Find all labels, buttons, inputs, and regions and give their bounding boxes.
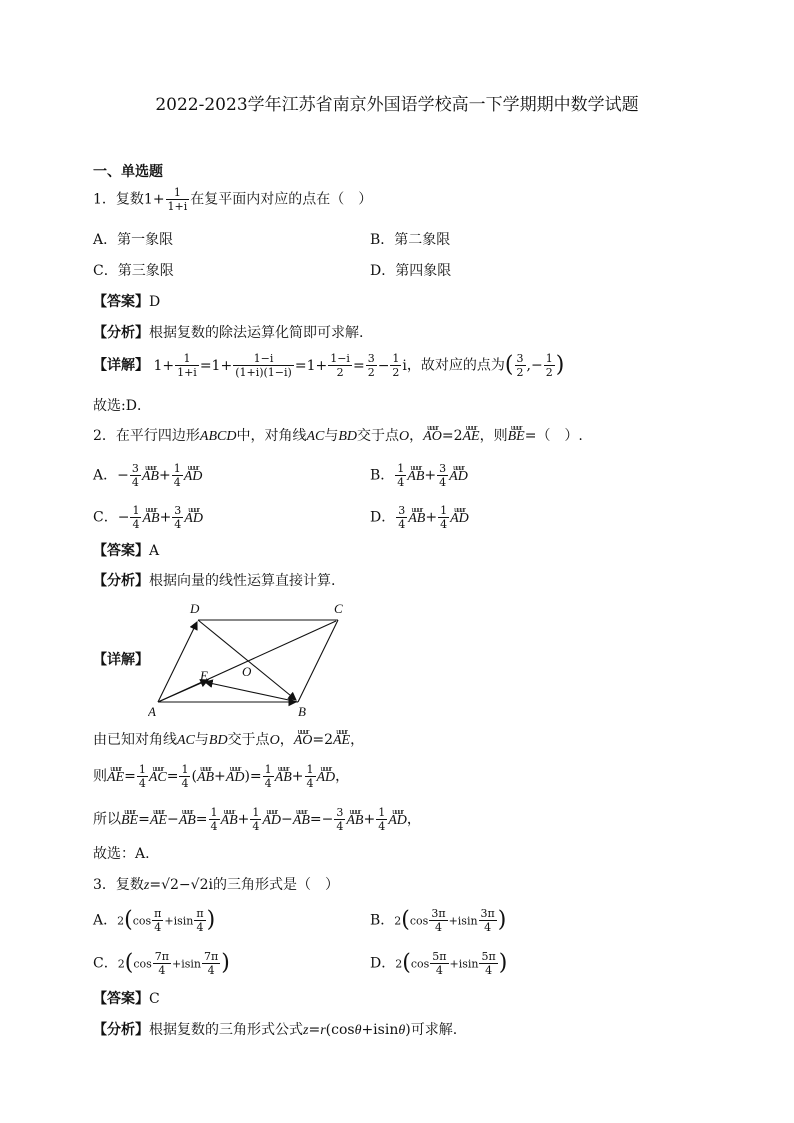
- q2-stem: 2．在平行四边形ABCD中，对角线AC与BD交于点O，uuur AO=2uuur AE，则uuur BE=（ ）.: [93, 427, 583, 446]
- q1-option-a: A．第一象限: [93, 232, 174, 248]
- q3-answer: C: [149, 991, 160, 1007]
- q2-detail-line2: 则uuur AE= $\frac{1}{4}$ uuur AC= $\frac{1}{4}$ (uuur AB+uuur AD)= $\frac{1}{4}$ uuur AB+ $\frac{1}{4}$ uuur AD，: [93, 763, 349, 790]
- q3-analysis-line: 【分析】根据复数的三角形式公式z=r(cosθ+isinθ)可求解.: [93, 1022, 458, 1038]
- q1-answer-line: [93, 293, 160, 311]
- side-bc: [298, 620, 338, 702]
- answer-label: 【答案】: [93, 294, 149, 310]
- q3-option-b: B．2(cos $\frac{3\pi}{4}$ +isin $\frac{3\pi}{4}$ ): [370, 907, 507, 934]
- point-c-label: C: [334, 601, 343, 616]
- point-o-label: O: [242, 664, 252, 679]
- q2-answer: A: [149, 543, 160, 559]
- parallelogram-figure: [148, 598, 358, 720]
- q1-frac-den: 1+i: [167, 200, 188, 213]
- q1-detail-math: 1+ $\frac{1}{1+i}$ =1+ $\frac{1-i}{(1+i)(1-i)}$ =1+ $\frac{1-i}{2}$ = $\frac{3}{2}$ − $\frac{1}{2}$ i: [153, 352, 407, 379]
- q2-choice: 故选：A.: [93, 846, 150, 862]
- point-a-label: A: [148, 704, 156, 719]
- vector-ae: [158, 680, 208, 702]
- q1-choice: 故选:D．: [93, 398, 151, 414]
- point-d-label: D: [190, 601, 200, 616]
- q1-option-b: B．第二象限: [370, 232, 451, 248]
- q2-option-b: B． $\frac{1}{4}$ uuur AB+ $\frac{3}{4}$ uuur AD: [370, 462, 468, 489]
- q1-option-d: D．第四象限: [370, 263, 452, 279]
- q3-option-a: A．2(cos $\frac{\pi}{4}$ +isin $\frac{\pi}{4}$ ): [93, 907, 216, 934]
- q2-detail-line3: 所以uuur BE=uuur AE−uuur AB= $\frac{1}{4}$ uuur AB+ $\frac{1}{4}$ uuur AD−uuur AB=− $\frac{3}{4}$ uuur AB+ $\frac{1}{4}$ uuur AD，: [93, 806, 421, 833]
- q2-analysis-line: 【分析】根据向量的线性运算直接计算.: [93, 573, 336, 589]
- q1-stem-pre: 1．复数1+: [93, 191, 165, 208]
- q1-stem-post: 在复平面内对应的点在（ ）: [190, 191, 373, 208]
- vector-be: [205, 682, 298, 702]
- detail-label: 【详解】: [93, 357, 149, 374]
- point-b-label: B: [298, 704, 306, 719]
- vector-ad: [158, 622, 197, 702]
- q3-option-c: C．2(cos $\frac{7\pi}{4}$ +isin $\frac{7\pi}{4}$ ): [93, 950, 230, 977]
- q1-frac-num: 1: [166, 186, 190, 200]
- section-heading: 一、单选题: [93, 164, 163, 180]
- q3-stem: 3．复数z=√2−√2i的三角形式是（ ）: [93, 877, 339, 893]
- q2-detail-line1: 由已知对角线AC与BD交于点O，uuur AO=2uuur AE，: [93, 731, 364, 750]
- vector-db: [198, 620, 296, 700]
- q2-detail-label: 【详解】: [93, 652, 149, 668]
- q2-answer-line: 【答案】A: [93, 543, 160, 559]
- q1-analysis-line: [93, 324, 363, 342]
- analysis-label: 【分析】: [93, 325, 149, 341]
- q1-detail-tail: ，故对应的点为: [406, 357, 505, 374]
- q2-analysis: 根据向量的线性运算直接计算.: [149, 573, 336, 589]
- page-title: 2022-2023学年江苏省南京外国语学校高一下学期期中数学试题: [155, 95, 639, 115]
- q2-option-a: A．− $\frac{3}{4}$ uuur AB+ $\frac{1}{4}$ uuur AD: [93, 462, 202, 489]
- q3-option-d: D．2(cos $\frac{5\pi}{4}$ +isin $\frac{5\pi}{4}$ ): [370, 950, 508, 977]
- q1-option-c: C．第三象限: [93, 263, 174, 279]
- q1-stem: [93, 186, 372, 213]
- q2-option-d: D． $\frac{3}{4}$ uuur AB+ $\frac{1}{4}$ uuur AD: [370, 504, 469, 531]
- point-e-label: E: [200, 668, 208, 683]
- q3-answer-line: 【答案】C: [93, 991, 160, 1007]
- q1-answer: D: [149, 294, 161, 310]
- q1-detail-line: 【详解】 1+ $\frac{1}{1+i}$ =1+ $\frac{1-i}{(1+i)(1-i)}$ =1+ $\frac{1-i}{2}$ = $\frac{3}{2}$ − $\frac{1}{2}$ i，故对应的点为( $\frac{3}{2}$ ,− $\frac{1}{2}$ ): [93, 352, 565, 379]
- q1-analysis: 根据复数的除法运算化简即可求解.: [149, 325, 364, 341]
- q2-option-c: C．− $\frac{1}{4}$ uuur AB+ $\frac{3}{4}$ uuur AD: [93, 504, 203, 531]
